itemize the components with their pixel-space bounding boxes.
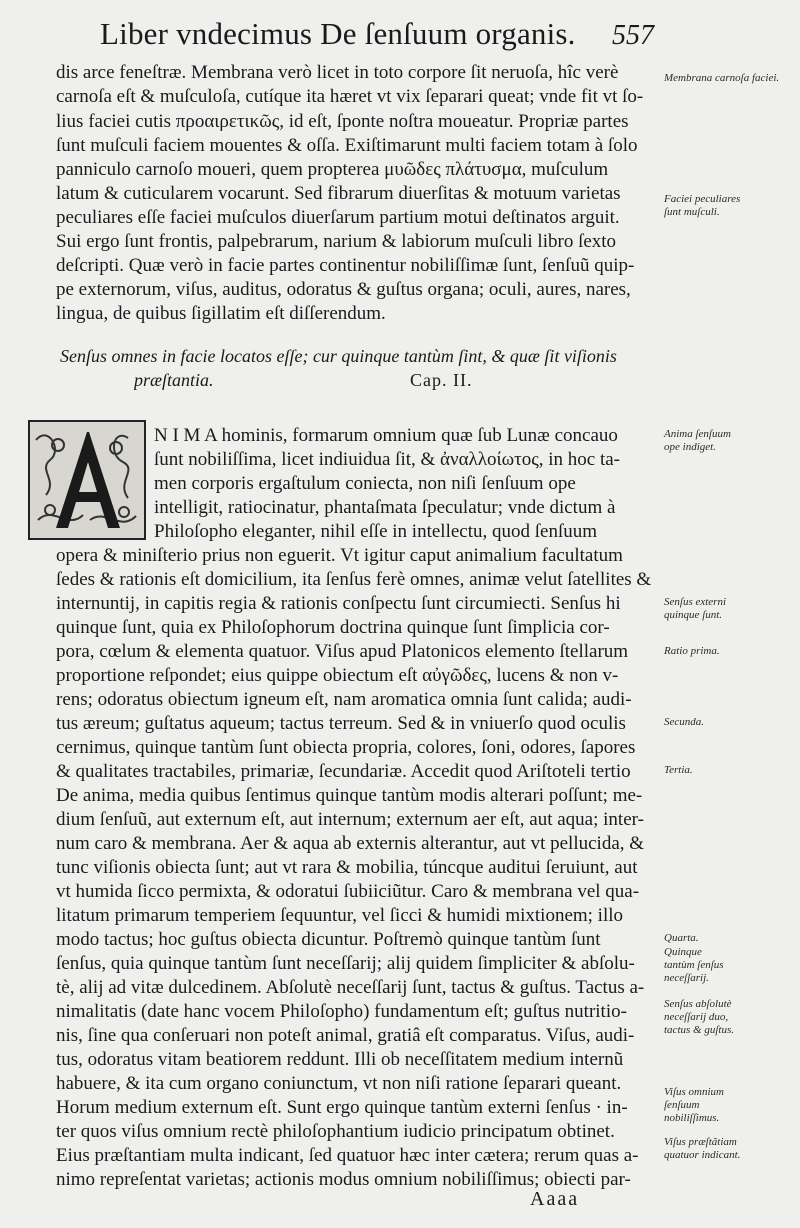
text-line: ſunt muſculi faciem mouentes & oſſa. Exiſtimarunt multi faciem totam à ſolo	[56, 135, 638, 156]
text-line: lingua, de quibus ſigillatim eſt diſſerendum.	[56, 303, 386, 324]
margin-note: Senſus abſolutè neceſſarij duo, tactus & guſtus.	[664, 998, 734, 1036]
decorated-initial-a-icon	[28, 420, 146, 540]
margin-note: Viſus omnium ſenſuum nobiliſſimus.	[664, 1086, 724, 1124]
text-line: tè, alij ad vitæ dulcedinem. Abſolutè neceſſarij ſunt, tactus & guſtus. Tactus a-	[56, 977, 645, 998]
text-line: deſcripti. Quæ verò in facie partes continentur nobiliſſimæ ſunt, ſenſuũ quip-	[56, 255, 635, 276]
text-line: litatum primarum temperiem ſequuntur, vel ſicci & humidi mixtionem; illo	[56, 905, 624, 926]
margin-note: Quinque tantùm ſenſus neceſſarij.	[664, 946, 724, 984]
margin-note: Quarta.	[664, 932, 699, 944]
margin-note: Anima ſenſuum ope indiget.	[664, 428, 731, 453]
margin-note: Senſus externi quinque ſunt.	[664, 596, 727, 621]
text-line: Eius præſtantiam multa indicant, ſed quatuor hæc inter cætera; rerum quas a-	[56, 1145, 639, 1166]
chapter-heading-line: Senſus omnes in facie locatos eſſe; cur quinque tantùm ſint, & quæ ſit viſionis	[60, 346, 617, 366]
page-header	[0, 16, 800, 56]
text-line: Philoſopho eleganter, nihil eſſe in intellectu, quod ſenſuum	[154, 521, 598, 542]
text-line: opera & miniſterio prius non eguerit. Vt igitur caput animalium facultatum	[56, 545, 623, 566]
text-line: num caro & membrana. Aer & aqua ab externis alterantur, aut vt pellucida, &	[56, 833, 645, 854]
margin-note: Membrana carnoſa faciei.	[664, 72, 780, 84]
text-line: ſedes & rationis eſt domicilium, ita ſenſus ferè omnes, animæ velut ſatellites &	[56, 569, 652, 590]
text-line: Horum medium externum eſt. Sunt ergo quinque tantùm externi ſenſus · in-	[56, 1097, 628, 1118]
text-line: ſenſus, quia quinque tantùm ſunt neceſſarij; alij quidem ſimpliciter & abſolu-	[56, 953, 635, 974]
signature-mark: Aaaa	[530, 1188, 580, 1210]
text-line: latum & cuticularem vocarunt. Sed fibrarum diuerſitas & motuum varietas	[56, 183, 621, 204]
text-line: N I M A hominis, formarum omnium quæ ſub Lunæ concauo	[154, 425, 618, 446]
text-line: panniculo carnoſo moueri, quem propterea μυῶδες πλάτυσμα, muſculum	[56, 159, 609, 180]
text-line: vt humida ſicco permixta, & odoratui ſubiiciũtur. Caro & membrana vel qua-	[56, 881, 640, 902]
text-line: nimalitatis (date hanc vocem Philoſopho) fundamentum eſt; guſtus nutritio-	[56, 1001, 627, 1022]
text-line: proportione reſpondet; eius quippe obiectum eſt αὐγῶδες, lucens & non v-	[56, 665, 619, 686]
text-line: cernimus, quinque tantùm ſunt obiecta propria, colores, ſoni, odores, ſapores	[56, 737, 636, 758]
chapter-label: Cap. II.	[410, 370, 473, 390]
page-number: 557	[612, 20, 654, 51]
text-line: & qualitates tractabiles, primariæ, ſecundariæ. Accedit quod Ariſtoteli tertio	[56, 761, 631, 782]
text-line: internuntij, in capitis regia & rationis conſpectu ſunt circumiecti. Senſus hi	[56, 593, 621, 614]
margin-note: Viſus præſtãtiam quatuor indicant.	[664, 1136, 741, 1161]
text-line: dis arce feneſtræ. Membrana verò licet in toto corpore ſit neruoſa, hîc verè	[56, 62, 619, 83]
text-line: ter quos viſus omnium rectè philoſophantium iudicio principatum obtinet.	[56, 1121, 615, 1142]
text-line: rens; odoratus obiectum igneum eſt, nam aromatica omnia ſunt calida; audi-	[56, 689, 632, 710]
margin-note: Ratio prima.	[664, 645, 720, 657]
chapter-heading-line: præſtantia.	[134, 370, 214, 390]
text-line: intelligit, ratiocinatur, phantaſmata ſpeculatur; vnde dictum à	[154, 497, 616, 518]
margin-note: Secunda.	[664, 716, 705, 728]
text-line: nis, ſine qua conſeruari non poteſt animal, gratiâ eſt comparatus. Viſus, audi-	[56, 1025, 635, 1046]
text-line: modo tactus; hoc guſtus obiecta dicuntur. Poſtremò quinque tantùm ſunt	[56, 929, 601, 950]
text-line: tus æreum; guſtatus aqueum; tactus terreum. Sed & in vniuerſo quod oculis	[56, 713, 626, 734]
text-line: peculiares eſſe faciei muſculos diuerſarum partium motui deſtinatos arguit.	[56, 207, 620, 228]
running-title: Liber vndecimus De ſenſuum organis.	[100, 16, 576, 51]
margin-note: Faciei peculiares ſunt muſculi.	[664, 193, 741, 218]
text-line: habuere, & ita cum organo coniunctum, vt non niſi ratione ſeparari queant.	[56, 1073, 622, 1094]
text-line: carnoſa eſt & muſculoſa, cutíque ita hæret vt vix ſeparari queat; vnde fit vt ſo-	[56, 86, 644, 107]
text-line: nimo repreſentat varietas; actionis modus omnium nobiliſſimus; obiecti par-	[56, 1169, 631, 1190]
text-line: pe externorum, viſus, auditus, odoratus & guſtus organa; oculi, aures, nares,	[56, 279, 631, 300]
text-line: Sui ergo ſunt frontis, palpebrarum, narium & labiorum muſculi libro ſexto	[56, 231, 617, 252]
text-line: quinque ſunt, quia ex Philoſophorum doctrina quinque ſunt ſimplicia cor-	[56, 617, 610, 638]
text-line: De anima, media quibus ſentimus quinque tantùm modis alterari poſſunt; me-	[56, 785, 643, 806]
text-line: tunc viſionis obiecta ſunt; aut vt rara & mobilia, túncque auditui ſeruiunt, aut	[56, 857, 638, 878]
text-line: men corporis ergaſtulum coniecta, non niſi ſenſuum ope	[154, 473, 576, 494]
text-line: dium ſenſuũ, aut externum eſt, aut internum; externum aer eſt, aut aqua; inter-	[56, 809, 644, 830]
text-line: tus, odoratus vitam beatiorem reddunt. Illi ob neceſſitatem medium internũ	[56, 1049, 624, 1070]
margin-note: Tertia.	[664, 764, 693, 776]
text-line: ſunt nobiliſſima, licet indiuidua ſit, & ἀναλλοίωτος, in hoc ta-	[154, 449, 620, 470]
text-line: pora, cœlum & elementa quatuor. Viſus apud Platonicos elemento ſtellarum	[56, 641, 629, 662]
text-line: lius faciei cutis προαιρετικῶς, id eſt, ſponte noſtra moueatur. Propriæ partes	[56, 111, 629, 132]
